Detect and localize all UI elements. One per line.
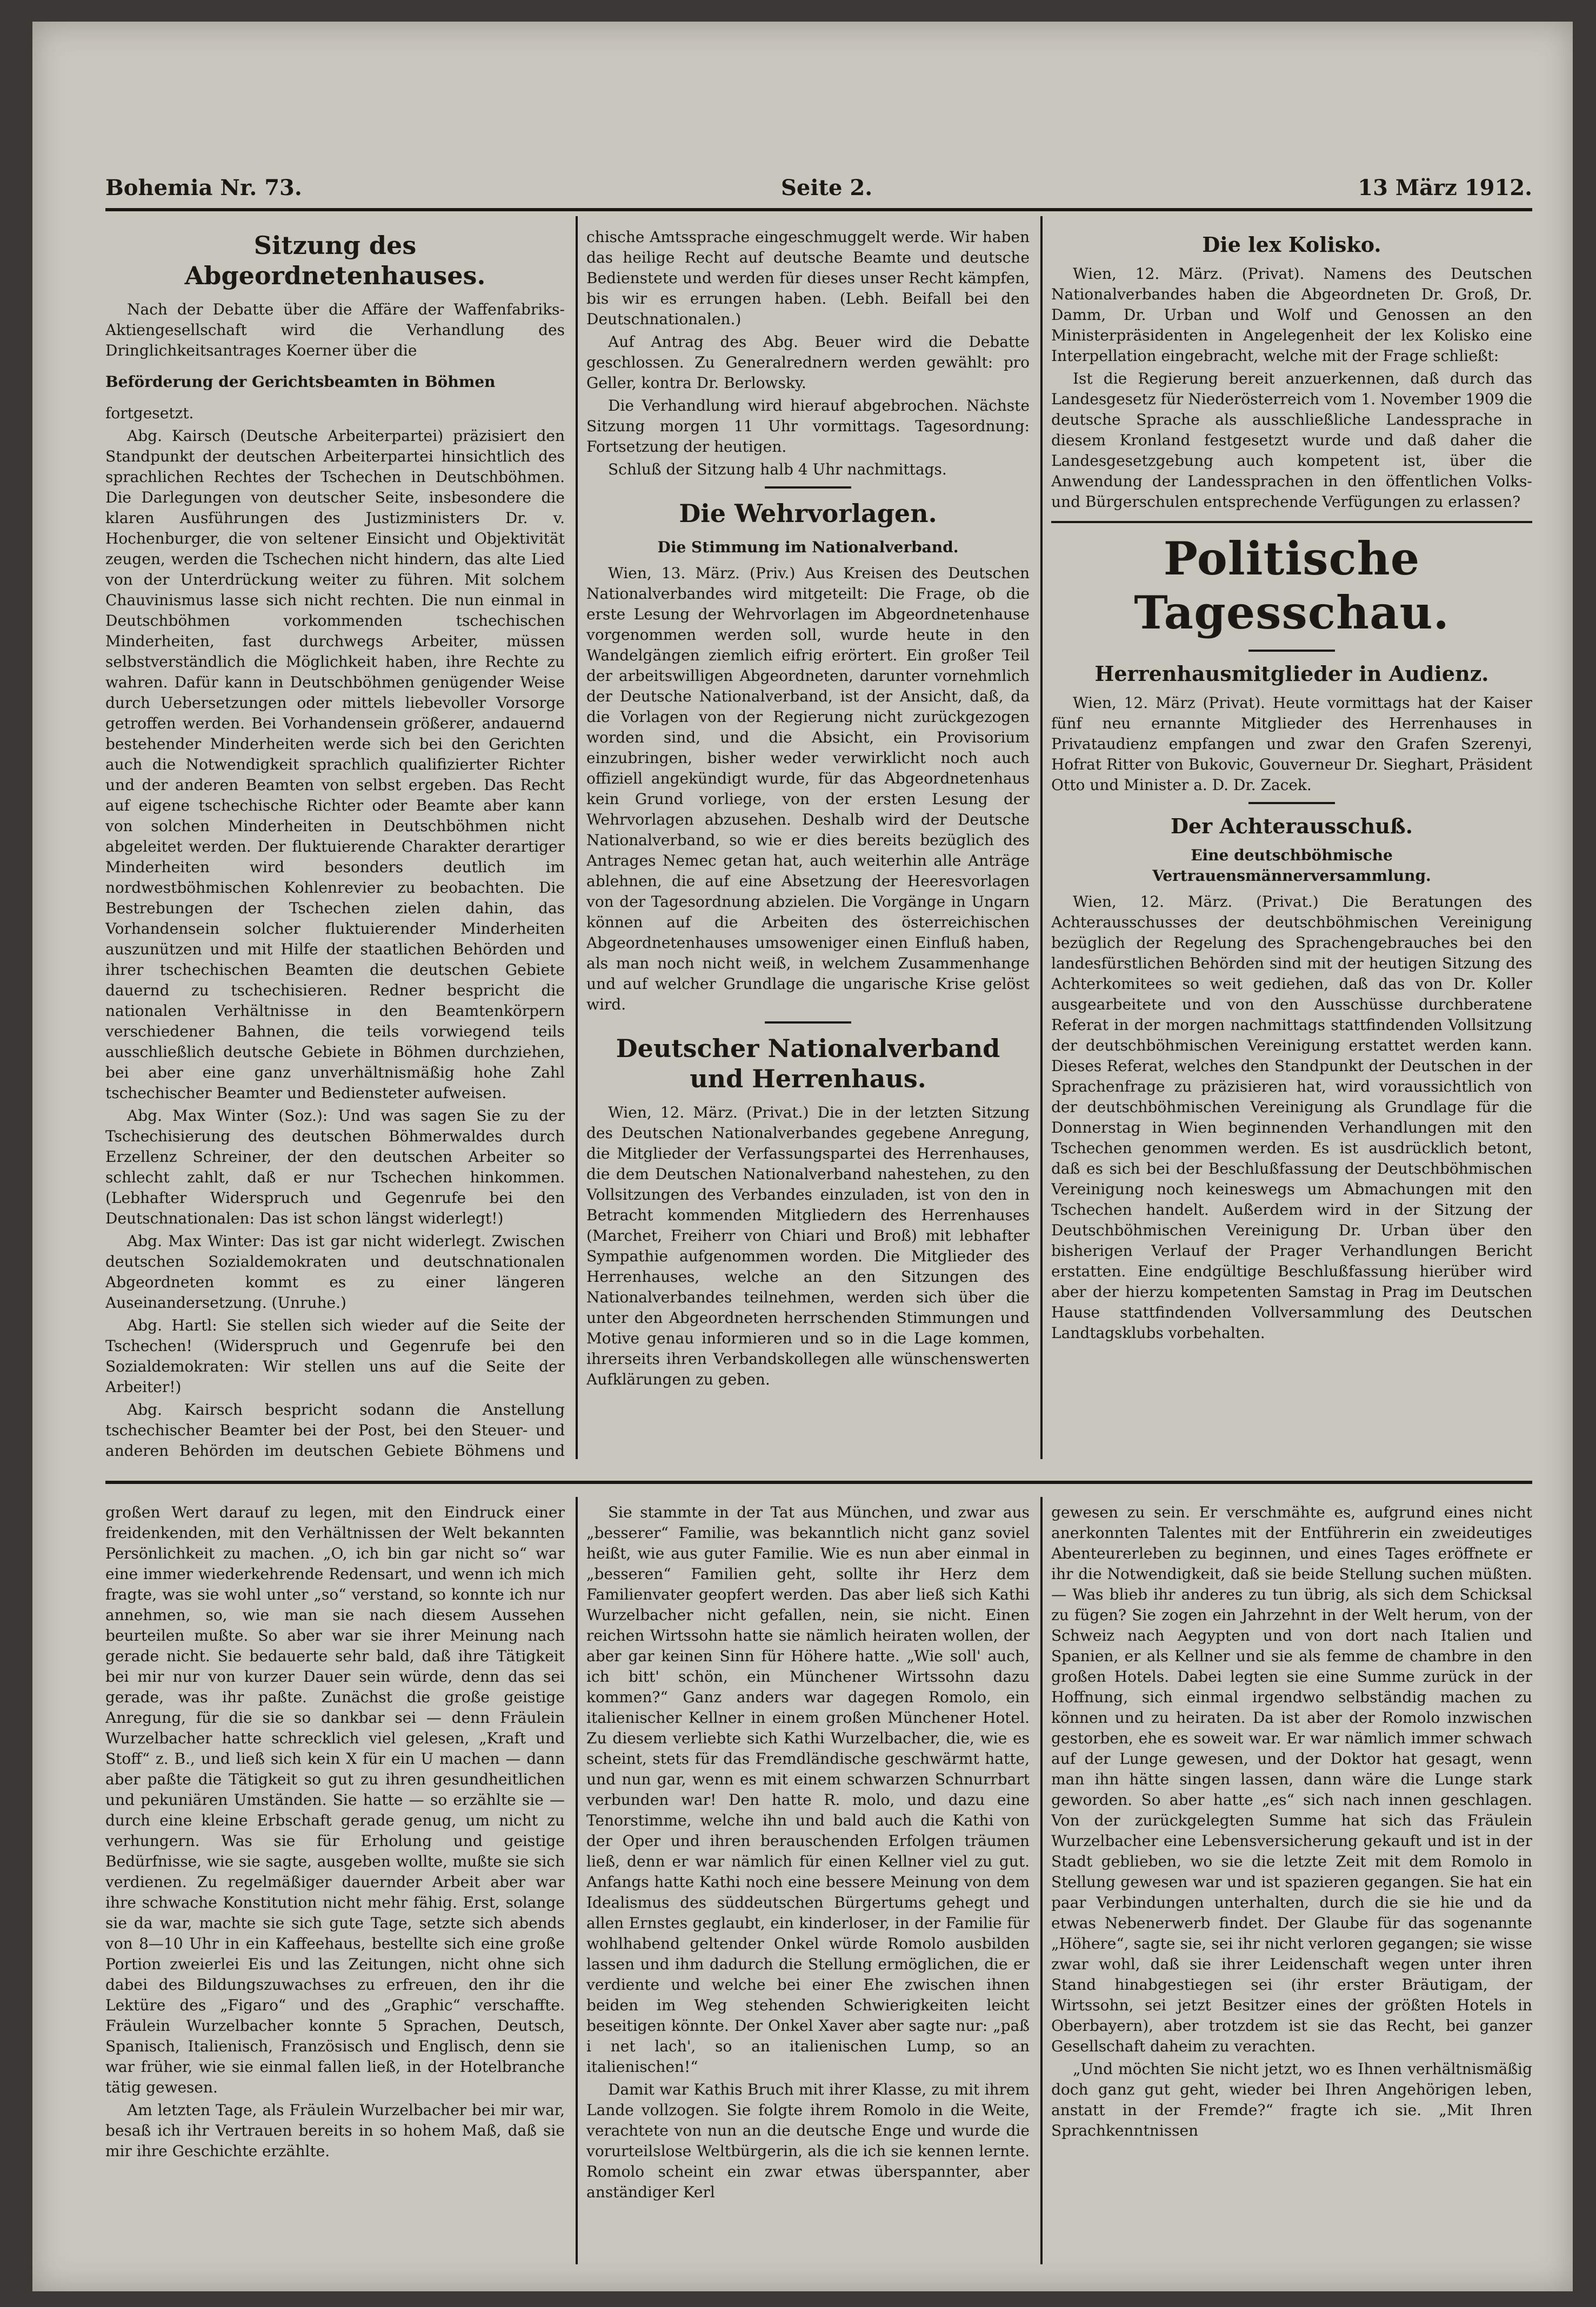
feuilleton-column-3 [1051,1502,1532,2270]
column-rule-3 [576,1497,578,2264]
page-header [105,165,1532,211]
article-title-wehrvorlagen: Die Wehrvorlagen. [679,499,937,528]
column-rule-4 [1040,1497,1043,2264]
paragraph: Sie stammte in der Tat aus München, und zwar aus „besserer“ Familie, was bekanntlich nicht ganz soviel heißt, wie aus guter Familie. Wie es nun aber einmal in „besseren“ Familien geht, sollte ihr Herz dem Familienvater geopfert werden. Das aber ließ sich Kathi Wurzelbacher nicht gefallen, nein, sie nicht. Einen reichen Wirtssohn hatte sie nämlich heiraten wollen, der aber gar keinen Sinn für Höhere hatte. „Wie soll' auch, ich bitt' schön, ein Münchener Wirtssohn dazu kommen?“ Ganz anders war dagegen Romolo, ein italienischer Kellner in einem großen Münchener Hotel. Zu diesem verliebte sich Kathi Wurzelbacher, die, wie es scheint, stets für das Fremdländische geschwärmt hatte, und nun gar, wenn es mit einem schwarzen Schnurrbart verbunden war! Den hatte R. molo, und dazu eine Tenorstimme, welche ihn und bald auch die Kathi von der Oper und ihren berauschenden Erfolgen träumen ließ, denn er war nämlich für einen Kellner viel zu gut. Anfangs hatte Kathi noch eine bessere Meinung von dem Idealismus des süddeutschen Bürgertums gehegt und allen Ernstes geglaubt, ein kinderloser, in der Familie für wohlhabend geltender Onkel würde Romolo ausbilden lassen und ihm dadurch die Stellung ermöglichen, die er verdiente und welche bei einer Ehe zwischen ihnen beiden im Weg stehenden Schwierigkeiten leicht beseitigen könnte. Der Onkel Xaver aber sagte nur: „paß i net lach', so an italienischen Lump, so an italienischen!“ [586,1503,1030,2076]
section-divider [765,1021,851,1024]
paragraph: Wien, 13. März. (Priv.) Aus Kreisen des Deutschen Nationalverbandes wird mitgeteilt: Die Frage, ob die erste Lesung der Wehrvorlagen im Abgeordnetenhause vorgenommen werden soll, wurde heute in den Wandelgängen ziemlich eifrig erörtert. Ein großer Teil der arbeitswilligen Abgeordneten, darunter vornehmlich der Deutsche Nationalverband, ist der Ansicht, daß, da die Vorlagen von der Regierung nicht zurückgezogen worden sind, und die Absicht, ein Provisorium einzubringen, bisher weder verwirklicht noch auch offiziell angekündigt wurde, für das Abgeordnetenhaus kein Grund vorliege, von der ersten Lesung der Wehrvorlagen abzusehen. Deshalb wird der Deutsche Nationalverband, so wie er dies bereits bezüglich des Antrages Nemec getan hat, auch weiterhin alle Anträge ablehnen, die auf eine Absetzung der Heeresvorlagen von der Tagesordnung abzielen. Die Vorgänge in Ungarn können auf die Arbeiten des österreichischen Abgeordnetenhauses umsoweniger einen Einfluß haben, als man noch nicht weiß, in welchem Zusammenhange und auf welcher Grundlage die ungarische Krise gelöst wird. [586,564,1030,1013]
column-defense [586,227,1030,1459]
header-issue: Bohemia Nr. 73. [105,175,302,200]
paragraph: gewesen zu sein. Er verschmähte es, aufgrund eines nicht anerkonnten Talentes mit der Entführerin ein zweideutiges Abenteurerleben zu beginnen, und eines Tages eröffnete er ihr die Notwendigkeit, daß sie beide Stellung suchen müßten. — Was blieb ihr anderes zu tun übrig, als sich dem Schicksal zu fügen? Sie zogen ein Jahrzehnt in der Welt herum, von der Schweiz nach Aegypten und von dort nach Italien und Spanien, er als Kellner und sie als femme de chambre in den großen Hotels. Dabei legten sie eine Summe zurück in der Hoffnung, sich einmal irgendwo selbständig machen zu können und zu heiraten. Da ist aber der Romolo inzwischen gestorben, ehe es soweit war. Er war nämlich immer schwach auf der Lunge gewesen, und der Doktor hat gesagt, wenn man ihn hätte singen lassen, dann wäre die Lunge stark geworden. So aber hatte „es“ sich nach innen geschlagen. Von der zurückgelegten Summe hat sich das Fräulein Wurzelbacher eine Lebensversicherung gekauft und ist in der Stadt geblieben, wo sie die letzte Zeit mit dem Romolo in Stellung gewesen war und ist spazieren gegangen. Sie hat ein paar Verbindungen unterhalten, durch die sie hie und da etwas Nebenerwerb findet. Der Glaube für das sogenannte „Höhere“, sagte sie, sei ihr nicht verloren gegangen; sie wisse zwar wohl, daß sie ihrer Leidenschaft wegen unter ihren Stand hinabgestiegen sei (ihr erster Bräutigam, der Wirtssohn, sei jetzt Besitzer eines der größten Hotels in Oberbayern), aber trotzdem ist sie das Recht, bei ganzer Gesellschaft daheim zu verachten. [1051,1503,1532,2055]
section-divider [765,486,851,489]
column-rule-2 [1040,216,1043,1459]
paragraph: Wien, 12. März. (Privat). Namens des Deutschen Nationalverbandes haben die Abgeordneten Dr. Groß, Dr. Damm, Dr. Urban und Wolf und Genossen an den Ministerpräsidenten in Angelegenheit der lex Kolisko eine Interpellation eingebracht, welche mit der Frage schließt: [1051,265,1532,365]
section-divider [1248,802,1335,804]
article-title-parliament: Sitzung des Abgeordnetenhauses. [184,231,486,290]
feuilleton-column-1 [105,1502,565,2270]
paragraph: Abg. Kairsch (Deutsche Arbeiterpartei) präzisiert den Standpunkt der deutschen Arbeiterpartei hinsichtlich des sprachlichen Rechtes der Tschechen in Deutschböhmen. Die Darlegungen von deutscher Seite, insbesondere die klaren Ausführungen des Justizministers Dr. v. Hochenburger, die von seltener Einsicht und Objektivität zeugen, werden die Tschechen nicht hindern, das alte Lied von der Unterdrückung weiter zu führen. Mit solchem Chauvinismus lasse sich nicht rechten. Die nun einmal in Deutschböhmen vorkommenden tschechischen Minderheiten, fast durchwegs Arbeiter, müssen selbstverständlich die Möglichkeit haben, ihre Rechte zu wahren. Dafür kann in Deutschböhmen genügender Weise durch Uebersetzungen oder mittels liebevoller Vorsorge getroffen werden. Bei Vorhandensein größerer, andauernd bestehender Minderheiten werde sich bei den Gerichten auch die Notwendigkeit sprachlich qualifizierter Richter und der anderen Beamten von selbst ergeben. Das Recht auf eigene tschechische Richter oder Beamte aber kann von solchen Minderheiten in Deutschböhmen nicht abgeleitet werden. Der fluktuierende Charakter derartiger Minderheiten wird besonders deutlich im nordwestböhmischen Kohlenrevier zu beobachten. Die Bestrebungen der Tschechen zielen dahin, das Vorhandensein solcher fluktuierender Minderheiten auszunützen und mit Hilfe der staatlichen Behörden und ihrer tschechischen Beamten die deutschen Gebiete dauernd zu tschechisieren. Redner bespricht die nationalen Verhältnisse in den Beamtenkörpern verschiedener Bahnen, die teils vorwiegend teils ausschließlich deutsche Gebiete in Böhmen durchziehen, bei aber eine ganz unverhältnismäßig hohe Zahl tschechischer Beamter und Bediensteter aufweisen. [105,427,565,1102]
paragraph: großen Wert darauf zu legen, mit den Eindruck einer freidenkenden, mit den Verhältnissen der Welt bekannten Persönlichkeit zu machen. „O, ich bin gar nicht so“ war eine immer wiederkehrende Redensart, und wenn ich mich fragte, was sie wohl unter „so“ verstand, so konnte ich nur annehmen, so, wie man sie nach diesem Aussehen beurteilen mußte. So aber war sie ihrer Meinung nach gerade nicht. Sie bedauerte sehr bald, daß ihre Tätigkeit bei mir nur von kurzer Dauer sein würde, denn das sei gerade, was ihr paßte. Zunächst die große geistige Anregung, für die sie so dankbar sei — denn Fräulein Wurzelbacher hatte schrecklich viel gelesen, „Kraft und Stoff“ z. B., und ließ sich kein X für ein U machen — dann aber paßte die Tätigkeit so gut zu ihren gesundheitlichen und pekuniären Umständen. Sie hatte — so erzählte sie — durch eine kleine Erbschaft gerade genug, um nicht zu verhungern. Was sie für Erholung und geistige Bedürfnisse, wie sie sagte, ausgeben wollte, mußte sie sich verdienen. Zu regelmäßiger dauernder Arbeit aber war ihre schwache Konstitution nicht mehr fähig. Erst, solange sie da war, machte sie sich gute Tage, setzte sich abends von 8—10 Uhr in ein Kaffeehaus, bestellte sich eine große Portion zweierlei Eis und las Zeitungen, nicht ohne sich dabei des Bildungszuwachses zu erfreuen, den ihr die Lektüre des „Figaro“ und des „Graphic“ verschaffte. Fräulein Wurzelbacher konnte 5 Sprachen, Deutsch, Spanisch, Italienisch, Französisch und Englisch, denn sie war früher, wie sie einmal fallen ließ, in der Hotelbranche tätig gewesen. [105,1503,565,2096]
article-subtitle: Die Stimmung im Nationalverband. [657,538,959,556]
paragraph: Schluß der Sitzung halb 4 Uhr nachmittags. [608,460,947,478]
feuilleton-column-2 [586,1502,1030,2270]
article-title-achterausschuss: Der Achterausschuß. [1171,814,1413,838]
paragraph: Wien, 12. März. (Privat.) Die Beratungen des Achterausschusses der deutschböhmischen Vereinigung bezüglich der Regelung des Sprachengebrauches bei den landesfürstlichen Behörden sind mit der heutigen Sitzung des Achterkomitees so weit gediehen, daß das von Dr. Koller ausgearbeitete und von den Ausschüsse durchberatene Referat in der morgen nachmittags stattfindenden Vollsitzung der deutschböhmischen Vereinigung erstattet werden kann. Dieses Referat, welches den Standpunkt der Deutschen in der Sprachenfrage zu präzisieren hat, wird voraussichtlich von der deutschböhmischen Vereinigung als Grundlage für die Donnerstag in Wien beginnenden Verhandlungen mit den Tschechen genommen werden. Es ist ausdrücklich betont, daß es sich bei der Beschlußfassung der Deutschböhmischen Vereinigung noch keineswegs um Abmachungen mit den Tschechen handelt. Außerdem wird in der Sitzung der Deutschböhmischen Vereinigung Dr. Urban über den bisherigen Verlauf der Prager Verhandlungen Bericht erstatten. Eine endgültige Beschlußfassung hierüber wird aber der hierzu kompetenten Samstag in Prag im Deutschen Hause stattfindenden Vollversammlung des Deutschen Landtagsklubs vorbehalten. [1051,893,1532,1342]
paragraph-subject: Beförderung der Gerichtsbeamten in Böhmen [105,373,496,391]
paragraph: Abg. Hartl: Sie stellen sich wieder auf die Seite der Tschechen! (Widerspruch und Gegenrufe bei den Sozialdemokraten: Wir stellen uns auf die Seite der Arbeiter!) [105,1316,565,1396]
article-title-nationalverband: Deutscher Nationalverband und Herrenhaus. [616,1034,1000,1093]
article-title-audienz: Herrenhausmitglieder in Audienz. [1094,661,1489,686]
paragraph: Damit war Kathis Bruch mit ihrer Klasse, zu mit ihrem Lande vollzogen. Sie folgte ihrem Romolo in die Weite, verachtete von nun an die deutsche Enge und wurde die vorurteilslose Weltbürgerin, als die ich sie kennen lernte. Romolo scheint ein zwar etwas überspannter, aber anständiger Kerl [586,2081,1030,2201]
paragraph: Auf Antrag des Abg. Beuer wird die Debatte geschlossen. Zu Generalrednern werden gewählt: pro Geller, kontra Dr. Berlowsky. [586,333,1030,392]
column-rule-1 [576,216,578,1459]
paragraph: Abg. Max Winter: Das ist gar nicht widerlegt. Zwischen deutschen Sozialdemokraten und deutschnationalen Abgeordneten kommt es zu einer längeren Auseinandersetzung. (Unruhe.) [105,1232,565,1312]
section-title-tagesschau: Politische Tagesschau. [1134,532,1450,639]
paragraph: Wien, 12. März. (Privat.) Die in der letzten Sitzung des Deutschen Nationalverbandes gegebene Anregung, die Mitglieder der Verfassungspartei des Herrenhauses, die dem Deutschen Nationalverband nahestehen, zu den Vollsitzungen des Verbandes einzuladen, ist von den in Betracht kommenden Mitgliedern des Herrenhauses (Marchet, Freiherr von Chiari und Broß) mit lebhafter Sympathie aufgenommen worden. Die Mitglieder des Herrenhauses, welche an den Sitzungen des Nationalverbandes teilnehmen, werden sich über die unter den Abgeordneten herrschenden Stimmungen und Motive genau informieren und so in die Lage kommen, ihrerseits ihren Verbandskollegen alle wünschenswerten Aufklärungen zu geben. [586,1104,1030,1388]
section-divider [1051,521,1532,523]
paragraph: Abg. Max Winter (Soz.): Und was sagen Sie zu der Tschechisierung des deutschen Böhmerwaldes durch Erzellenz Schreiner, der den deutschen Arbeiter so schlecht zahlt, daß er nur Tschechen hinkommen. (Lebhafter Widerspruch und Gegenrufe bei den Deutschnationalen: Das ist schon längst widerlegt!) [105,1107,565,1227]
paragraph: Abg. Kairsch bespricht sodann die Anstellung tschechischer Beamter bei der Post, bei den Steuer- und anderen Behörden im deutschen Gebiete Böhmens und [105,1401,565,1459]
paragraph: fortgesetzt. [105,404,194,422]
column-parliament [105,227,565,1459]
newspaper-page [32,22,1573,2291]
feuilleton-divider [105,1481,1532,1484]
article-title-lex-kolisko: Die lex Kolisko. [1202,232,1381,257]
paragraph: Wien, 12. März (Privat). Heute vormittags hat der Kaiser fünf neu ernannte Mitglieder des Herrenhauses in Privataudienz empfangen und zwar den Grafen Szerenyi, Hofrat Ritter von Bukovic, Gouverneur Dr. Sieghart, Präsident Otto und Minister a. D. Dr. Zacek. [1051,694,1532,794]
header-date: 13 März 1912. [1358,175,1532,200]
paragraph: chische Amtssprache eingeschmuggelt werde. Wir haben das heilige Recht auf deutsche Beamte und deutsche Bedienstete und werden für dieses unser Recht kämpfen, bis wir es errungen haben. (Lebh. Beifall bei den Deutschnationalen.) [586,228,1030,328]
header-page-number: Seite 2. [781,175,873,200]
column-politics [1051,227,1532,1459]
paragraph: „Und möchten Sie nicht jetzt, wo es Ihnen verhältnismäßig doch ganz gut geht, wieder bei Ihren Angehörigen leben, anstatt in der Fremde?“ fragte ich sie. „Mit Ihren Sprachkenntnissen [1051,2060,1532,2139]
paragraph: Nach der Debatte über die Affäre der Waffenfabriks-Aktiengesellschaft wird die Verhandlung des Dringlichkeitsantrages Koerner über die [105,300,565,359]
paragraph: Die Verhandlung wird hierauf abgebrochen. Nächste Sitzung morgen 11 Uhr vormittags. Tagesordnung: Fortsetzung der heutigen. [586,397,1030,456]
paragraph: Am letzten Tage, als Fräulein Wurzelbacher bei mir war, besaß ich ihr Vertrauen bereits in so hohem Maß, daß sie mir ihre Geschichte erzählte. [105,2101,565,2160]
section-divider [1248,650,1335,652]
article-subtitle: Eine deutschböhmische Vertrauensmännerversammlung. [1152,846,1431,885]
paragraph: Ist die Regierung bereit anzuerkennen, daß durch das Landesgesetz für Niederösterreich vom 1. November 1909 die deutsche Sprache als ausschließliche Landessprache in diesem Kronland festgesetzt wurde und daß daher die Landesgesetzgebung auch kompetent ist, über die Anwendung der Landessprachen in den öffentlichen Volks- und Bürgerschulen entsprechende Verfügungen zu erlassen? [1051,370,1532,511]
